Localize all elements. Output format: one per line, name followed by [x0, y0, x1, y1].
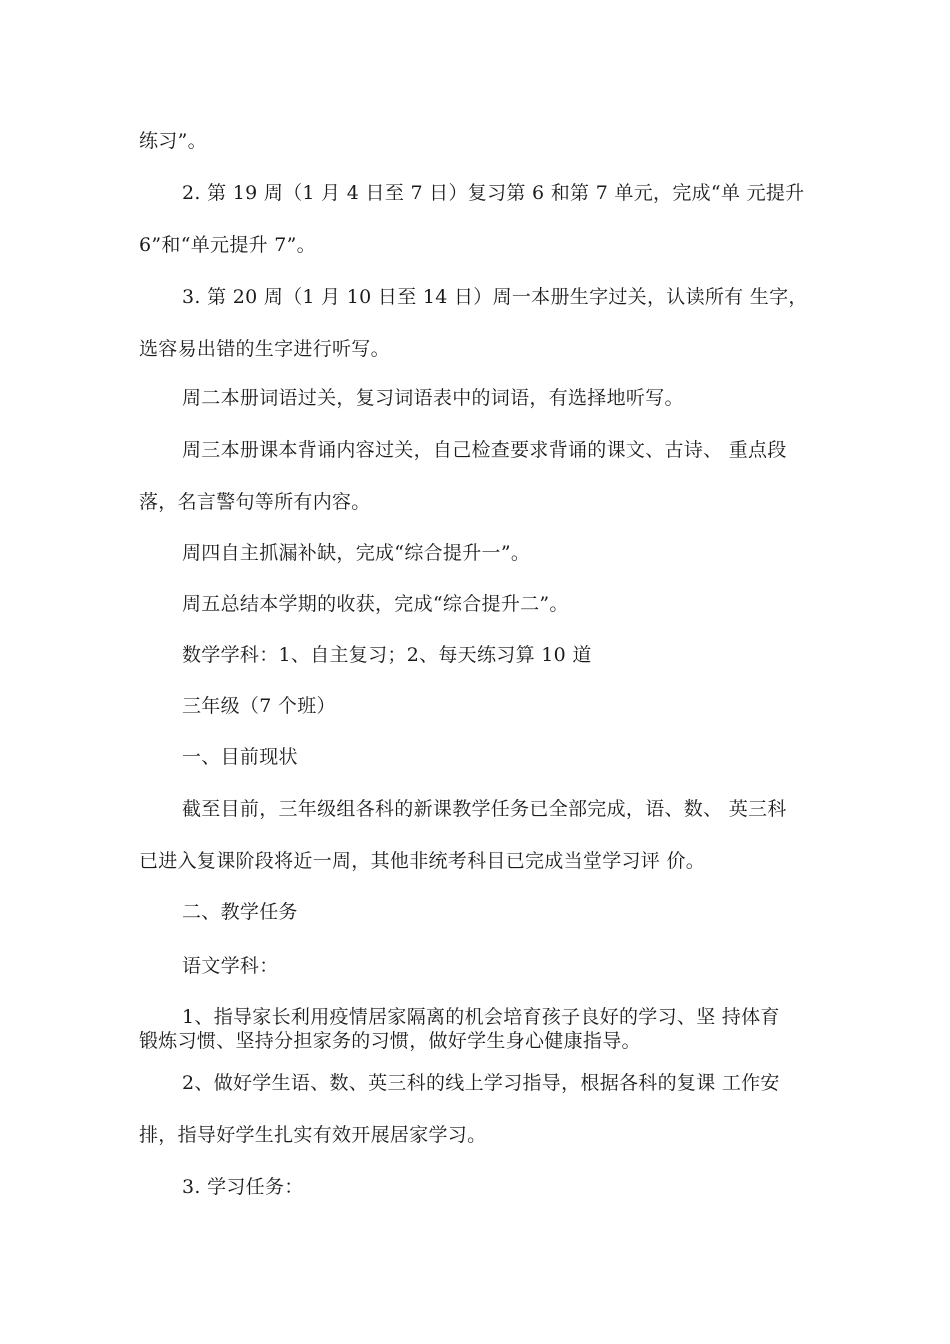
text-line: 截至目前，三年级组各科的新课教学任务已全部完成，语、数、 英三科: [182, 798, 787, 820]
text-line: 3. 第 20 周（1 月 10 日至 14 日）周一本册生字过关，认读所有 生字，: [182, 286, 808, 308]
text-line: 排，指导好学生扎实有效开展居家学习。: [139, 1124, 487, 1146]
text-line: 2. 第 19 周（1 月 4 日至 7 日）复习第 6 和第 7 单元，完成“单 元提升: [182, 182, 805, 204]
section-heading: 二、教学任务: [182, 901, 298, 923]
subsection-heading: 语文学科：: [182, 955, 279, 977]
text-line: 2、做好学生语、数、英三科的线上学习指导，根据各科的复课 工作安: [182, 1072, 780, 1094]
text-line: 数学学科：1、自主复习；2、每天练习算 10 道: [182, 644, 592, 666]
text-line: 周三本册课本背诵内容过关，自己检查要求背诵的课文、古诗、 重点段: [182, 439, 787, 461]
text-line: 锻炼习惯、坚持分担家务的习惯，做好学生身心健康指导。: [139, 1030, 641, 1052]
subsection-heading: 3. 学习任务：: [182, 1176, 304, 1198]
text-line: 已进入复课阶段将近一周，其他非统考科目已完成当堂学习评 价。: [139, 850, 706, 872]
text-line: 周二本册词语过关，复习词语表中的词语，有选择地听写。: [182, 387, 684, 409]
text-line: 选容易出错的生字进行听写。: [139, 338, 390, 360]
text-line: 练习”。: [139, 130, 207, 152]
text-line: 周四自主抓漏补缺，完成“综合提升一”。: [182, 542, 531, 564]
text-line: 6”和“单元提升 7”。: [139, 234, 316, 256]
text-line: 1、指导家长利用疫情居家隔离的机会培育孩子良好的学习、坚 持体育: [182, 1006, 780, 1028]
section-heading: 一、目前现状: [182, 746, 298, 768]
text-line: 周五总结本学期的收获，完成“综合提升二”。: [182, 593, 569, 615]
text-line: 落，名言警句等所有内容。: [139, 491, 371, 513]
section-heading: 三年级（7 个班）: [182, 695, 336, 717]
